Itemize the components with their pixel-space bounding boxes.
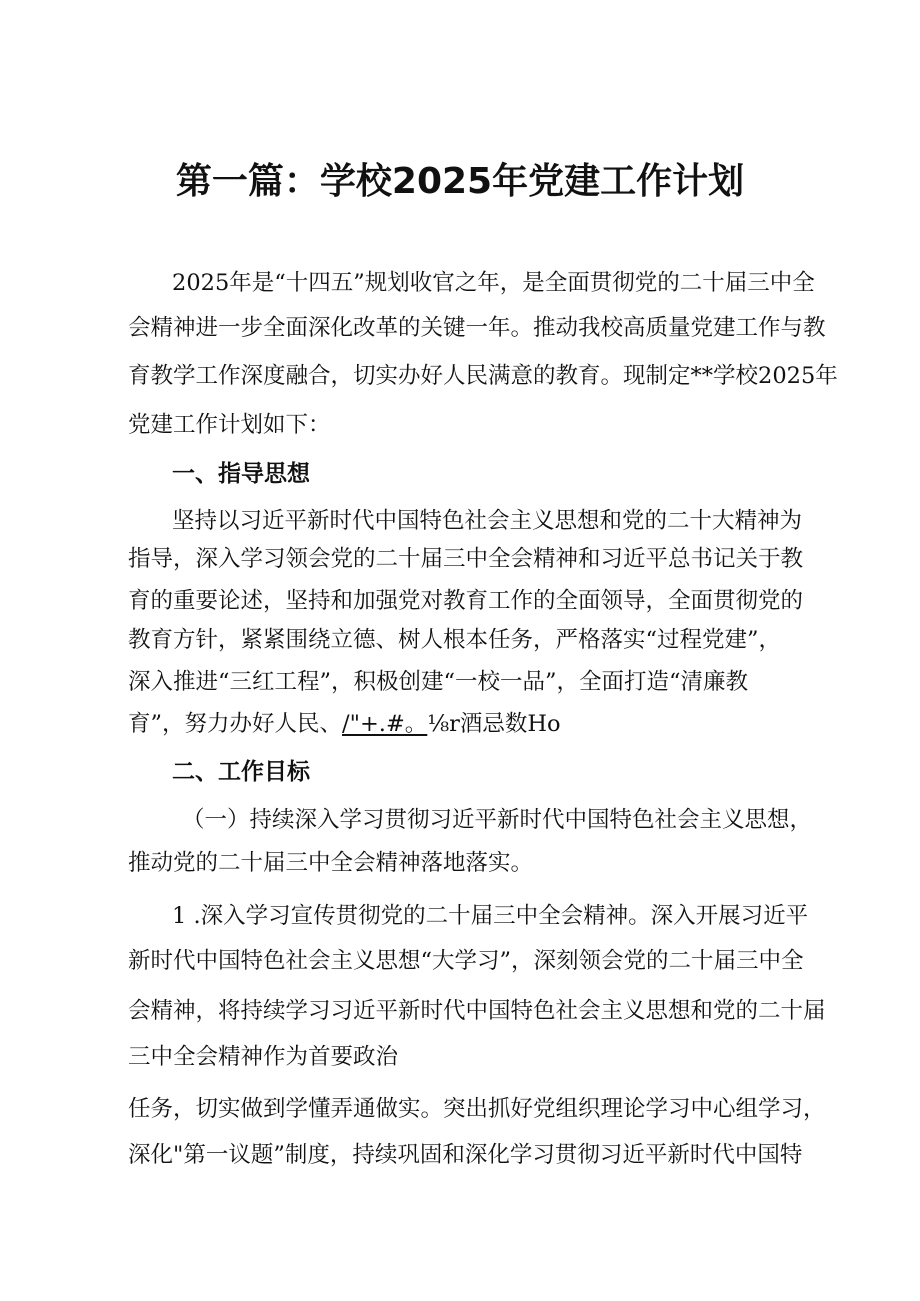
section-2-sub1-line-1: （一）持续深入学习贯彻习近平新时代中国特色社会主义思想， — [182, 807, 813, 833]
section-2-sub1-line-2: 推动党的二十届三中全会精神落地落实。 — [128, 850, 534, 876]
section-1-line-6-garbled: /"+.#。 — [342, 711, 428, 737]
section-1-line-6-start: 育”，努力办好人民、 — [128, 711, 343, 737]
section-2-item1-line-3: 会精神，将持续学习习近平新时代中国特色社会主义思想和党的二十届 — [128, 998, 826, 1024]
intro-line-2: 会精神进一步全面深化改革的关键一年。推动我校高质量党建工作与教 — [128, 315, 826, 341]
section-1-line-3: 育的重要论述，坚持和加强党对教育工作的全面领导，全面贯彻党的 — [128, 588, 804, 614]
intro-line-1: 2025年是“十四五”规划收官之年，是全面贯彻党的二十届三中全 — [172, 270, 815, 296]
intro-line-4: 党建工作计划如下： — [128, 412, 331, 438]
intro-line-3: 育教学工作深度融合，切实办好人民满意的教育。现制定**学校2025年 — [128, 363, 838, 389]
section-2-heading: 二、工作目标 — [172, 759, 310, 785]
section-2-item1-line-2: 新时代中国特色社会主义思想“大学习”，深刻领会党的二十届三中全 — [128, 948, 804, 974]
section-1-line-1: 坚持以习近平新时代中国特色社会主义思想和党的二十大精神为 — [172, 508, 803, 534]
section-2-item1-line-4: 三中全会精神作为首要政治 — [128, 1044, 399, 1070]
section-1-line-6 — [128, 709, 561, 739]
section-2-cont-line-1: 任务，切实做到学懂弄通做实。突出抓好党组织理论学习中心组学习， — [128, 1096, 826, 1122]
section-1-line-5: 深入推进“三红工程”，积极创建“一校一品”，全面打造“清廉教 — [128, 669, 749, 695]
section-2-cont-line-2: 深化"第一议题”制度，持续巩固和深化学习贯彻习近平新时代中国特 — [128, 1142, 803, 1168]
section-1-heading: 一、指导思想 — [172, 461, 310, 487]
section-1-line-6-end: ⅛r酒忌数Ho — [427, 711, 561, 737]
section-1-line-2: 指导，深入学习领会党的二十届三中全会精神和习近平总书记关于教 — [128, 546, 804, 572]
section-2-item1-line-1: 1 .深入学习宣传贯彻党的二十届三中全会精神。深入开展习近平 — [172, 903, 809, 929]
section-1-line-4: 教育方针，紧紧围绕立德、树人根本任务，严格落实“过程党建”， — [128, 627, 782, 653]
document-title: 第一篇：学校2025年党建工作计划 — [175, 161, 745, 202]
